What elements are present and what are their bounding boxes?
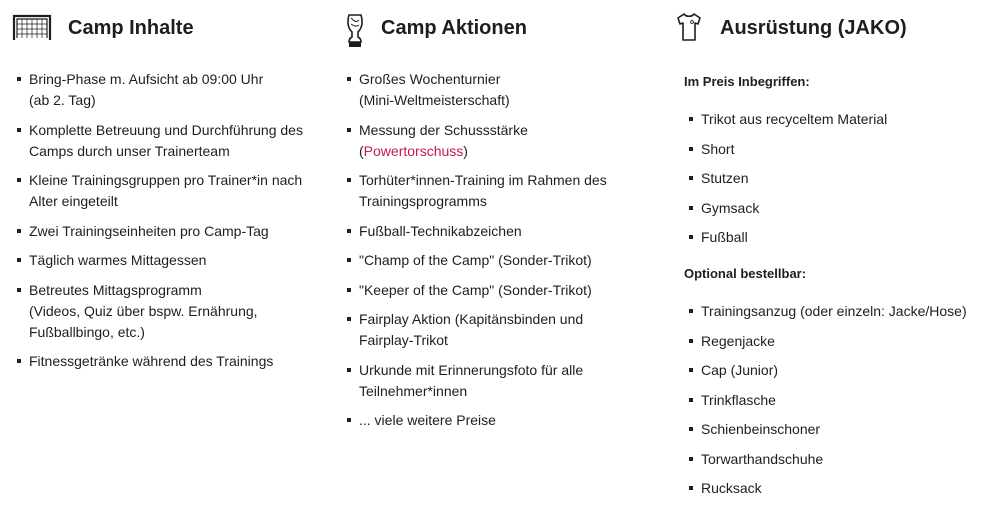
list-item: Torwarthandschuhe: [684, 449, 985, 470]
list-item: [12, 170, 332, 212]
list-item-text: ... viele weitere Preise: [359, 412, 496, 428]
list-item-text: Camps durch unser Trainerteam: [29, 142, 230, 159]
list-item: [342, 410, 642, 431]
camp-aktionen-title: Camp Aktionen: [381, 17, 527, 39]
list-item-text: Bring-Phase m. Aufsicht ab 09:00 Uhr: [29, 71, 264, 87]
camp-aktionen-list: [342, 69, 642, 431]
ausruestung-title: Ausrüstung (JAKO): [720, 17, 907, 39]
list-item: [12, 221, 332, 242]
list-item-text: "Keeper of the Camp" (Sonder-Trikot): [359, 281, 592, 298]
list-item-text: Fairplay-Trikot: [359, 332, 448, 348]
list-item-text: Komplette Betreuung und Durchführung des: [29, 121, 303, 138]
list-item-text: Torhüter*innen-Training im Rahmen des: [359, 172, 607, 188]
list-item: [342, 170, 642, 212]
list-item: Gymsack: [684, 198, 985, 219]
list-item-text: (Videos, Quiz über bspw. Ernährung,: [29, 302, 258, 319]
included-heading: Im Preis Inbegriffen:: [684, 74, 810, 89]
list-item-text: Fußballbingo, etc.): [29, 323, 145, 340]
list-item-text: (ab 2. Tag): [29, 92, 96, 108]
camp-inhalte-heading: [12, 0, 332, 58]
camp-inhalte-list: [12, 69, 332, 372]
list-item-text: Teilnehmer*innen: [359, 382, 468, 399]
list-item-text: ): [463, 142, 468, 159]
list-item: [12, 250, 332, 271]
list-item: Trinkflasche: [684, 390, 985, 411]
list-item-text: Großes Wochenturnier: [359, 71, 501, 87]
list-item: [342, 221, 642, 242]
list-item: [342, 309, 642, 351]
optional-list: [684, 301, 985, 499]
powertorschuss-link[interactable]: Powertorschuss: [363, 142, 464, 159]
list-item: Schienbeinschoner: [684, 419, 985, 440]
list-item-text: Kleine Trainingsgruppen pro Trainer*in nach: [29, 172, 303, 188]
camp-aktionen-column: [342, 0, 642, 440]
list-item-text: (Mini-Weltmeisterschaft): [359, 92, 510, 108]
ausruestung-column: [672, 0, 985, 499]
list-item-text: Fußball-Technikabzeichen: [359, 222, 522, 239]
camp-inhalte-column: [12, 0, 332, 381]
list-item: [12, 280, 332, 343]
list-item: Stutzen: [684, 168, 985, 189]
list-item-text: Alter eingeteilt: [29, 193, 118, 209]
list-item: Trikot aus recyceltem Material: [684, 109, 985, 130]
included-list: [684, 109, 985, 248]
list-item: [12, 351, 332, 372]
list-item: [342, 360, 642, 402]
camp-inhalte-title: Camp Inhalte: [68, 17, 194, 39]
jersey-icon: [676, 12, 702, 47]
list-item-text: "Champ of the Camp" (Sonder-Trikot): [359, 252, 592, 268]
list-item: Short: [684, 139, 985, 160]
list-item: [342, 280, 642, 301]
list-item: Regenjacke: [684, 331, 985, 352]
list-item-text: Zwei Trainingseinheiten pro Camp-Tag: [29, 222, 269, 239]
list-item-text: Urkunde mit Erinnerungsfoto für alle: [359, 361, 584, 378]
optional-heading: Optional bestellbar:: [684, 266, 807, 281]
list-item-text: Messung der Schussstärke: [359, 121, 528, 138]
list-item-text: Fairplay Aktion (Kapitänsbinden und: [359, 311, 584, 327]
list-item-text: (: [359, 142, 364, 159]
list-item: Cap (Junior): [684, 360, 985, 381]
list-item: Trainingsanzug (oder einzeln: Jacke/Hose): [684, 301, 985, 322]
list-item: Rucksack: [684, 478, 985, 499]
list-item-text: Täglich warmes Mittagessen: [29, 252, 207, 268]
ausruestung-heading: [672, 0, 985, 58]
list-item: Fußball: [684, 227, 985, 248]
list-item: [12, 120, 332, 162]
trophy-icon: [342, 12, 368, 55]
list-item-text: Trainingsprogramms: [359, 193, 487, 209]
list-item: [12, 69, 332, 111]
list-item: [342, 69, 642, 111]
camp-aktionen-heading: [342, 0, 642, 58]
list-item: [342, 250, 642, 271]
list-item-text: Fitnessgetränke während des Trainings: [29, 353, 274, 369]
list-item: [342, 120, 642, 162]
list-item-text: Betreutes Mittagsprogramm: [29, 281, 202, 298]
football-goal-icon: [12, 12, 52, 47]
